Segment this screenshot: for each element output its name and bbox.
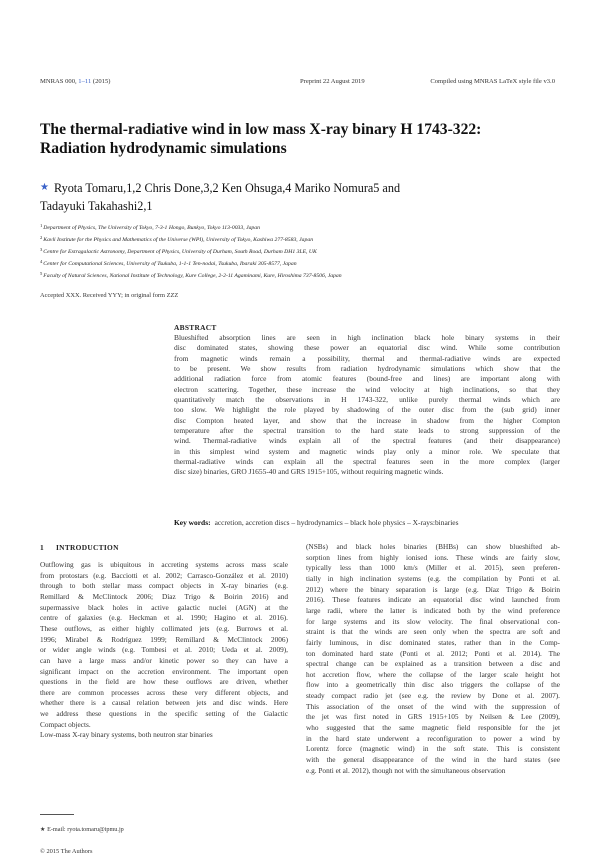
affiliations (40, 221, 560, 281)
text-line: Low-mass X-ray binary systems, both neutron star binaries (40, 730, 213, 740)
text-line: significant impact on the accretion environment. The important open (40, 666, 288, 676)
abstract-line: disc dominated states, showing these power an equatorial disc wind. While some contribution (174, 343, 560, 353)
abstract-line: additional radiation force from atomic features (bound-free and lines) are important along with (174, 374, 560, 384)
text-line: the jet was first noted in GRS 1915+105 by Neilsen & Lee (2009), (306, 712, 560, 722)
abstract-line: too slow. We highlight the role played by shadowing of the outer disc from the (sub grid) inner (174, 405, 560, 415)
text-line: from protostars (e.g. Bacciotti et al. 2002; Carrasco-González et al. 2010) (40, 570, 288, 580)
text-line: (NSBs) and black holes binaries (BHBs) can show blueshifted ab- (306, 542, 560, 551)
text-line: flow into a geometrically thin disc also triggers the collapse of the (306, 680, 560, 690)
affiliation-number: 3 (40, 247, 43, 252)
text-line: centre of galaxies (e.g. Heckman et al. 1990; Hagino et al. 2016). (40, 613, 288, 623)
affiliation-text: Kavli Institute for the Physics and Mathematics of the Universe (WPI), University of Tokyo, Kashiwa 277-8583, Japan (43, 237, 314, 243)
journal-year: (2015) (91, 78, 111, 85)
copyright: © 2015 The Authors (40, 848, 93, 855)
abstract-line: electron scattering. Together, these increase the wind velocity at high inclinations, so that they (174, 384, 560, 394)
keywords-text: accretion, accretion discs – hydrodynamics – black hole physics – X-rays:binaries (214, 518, 459, 527)
section-number: 1 (40, 543, 44, 552)
abstract-line: temperature after the spectral transition to the hard state leads to strong suppression of the (174, 426, 560, 436)
text-line: tially in high inclination systems (e.g. the compilation by Ponti et al. (306, 573, 560, 583)
text-line: typically less than 1000 km/s (Miller et al. 2015), seen preferen- (306, 563, 560, 573)
keywords-label: Key words: (174, 518, 211, 527)
keywords (174, 518, 560, 527)
abstract-body (174, 333, 560, 478)
title-line: Radiation hydrodynamic simulations (40, 140, 287, 157)
abstract-line: thermal-radiative winds can explain all the spectral features seen in the more complex (larger (174, 457, 560, 467)
paper-title (40, 120, 560, 158)
text-line: 1996; Mirabel & Rodríguez 1999; Remillard & McClintock 2006) (40, 634, 288, 644)
affiliation-text: Department of Physics, The University of Tokyo, 7-3-1 Hongo, Bunkyo, Tokyo 113-0033, Japan (43, 225, 260, 231)
text-line: fairly luminous, in disc dominated states, rather than in the Comp- (306, 637, 560, 647)
abstract-line: wind. Thermal-radiative winds explain all of the spectral features (and their disappearance) (174, 436, 560, 446)
author-line: Ryota Tomaru,1,2 Chris Done,3,2 Ken Ohsuga,4 Mariko Nomura5 and (53, 181, 401, 195)
preprint-date: Preprint 22 August 2019 (300, 78, 365, 85)
affiliation-text: Centre for Extragalactic Astronomy, Department of Physics, University of Durham, South Road, Durham DH1 3LE, UK (43, 249, 317, 255)
abstract-line: disc size) binaries, GRO J1655-40 and GRS 1915+105, without requiring magnetic winds. (174, 467, 444, 477)
text-line: straint is that the winds are seen only when the spectra are soft and (306, 627, 560, 637)
text-line: sorption lines from highly ionised ions. These winds are fairly slow, (306, 552, 560, 562)
affiliation-item (40, 221, 560, 233)
footnote-rule (40, 814, 74, 815)
text-line: in the hard state underwent a reconfiguration to power a wind by (306, 733, 560, 743)
affiliation-number: 5 (40, 271, 43, 276)
abstract-line: to be present. We show results from radiation hydrodynamic simulations which show that the (174, 364, 560, 374)
abstract-line: Blueshifted absorption lines are seen in high inclination black hole binary systems in their (174, 333, 560, 342)
text-line: This association of the onset of the wind with the suppression of (306, 701, 560, 711)
section-heading (40, 543, 119, 552)
affiliation-number: 2 (40, 235, 43, 240)
affiliation-text: Faculty of Natural Sciences, National Institute of Technology, Kure College, 2-2-11 Agaminami, Kure, Hiroshima 737-8506, Japan (43, 273, 342, 279)
affiliation-item (40, 269, 560, 281)
abstract-line: from magnetic winds remain a possibility, thermal and thermal-radiative winds are expected (174, 353, 560, 363)
abstract-line: disc Compton heated layer, and show that the increase in shadow from the higher Compton (174, 415, 560, 425)
text-line: e.g. Ponti et al. 2012), though not with the simultaneous observation (306, 765, 506, 775)
pages-link[interactable]: 1–11 (78, 78, 92, 85)
text-line: we address these questions in the specific setting of the Galactic (40, 709, 288, 719)
text-line: Lorentz force (magnetic wind) in the soft state. This is consistent (306, 744, 560, 754)
text-line: 2012) where the binary separation is large (e.g. Díaz Trigo & Boirin (306, 584, 560, 594)
title-line: The thermal-radiative wind in low mass X-ray binary H 1743-322: (40, 121, 482, 138)
text-line: These outflows, as either highly collimated jets (e.g. Burrows et al. (40, 623, 288, 633)
text-line: steady compact radio jet (see e.g. the review by Done et al. 2007). (306, 691, 560, 701)
text-line: spectral change can be explained as a transition between a disc and (306, 659, 560, 669)
text-line: whether there is a causal relation between jets and disc winds. Here (40, 698, 288, 708)
abstract-line: in this simplest wind system and magnetic winds play only a minor role. We speculate that (174, 446, 560, 456)
affiliation-number: 4 (40, 259, 43, 264)
abstract-line: quantitatively match the observations in H 1743-322, unlike purely thermal winds which are (174, 395, 560, 405)
text-line: Compact objects. (40, 719, 91, 729)
accepted-note: Accepted XXX. Received YYY; in original form ZZZ (40, 292, 179, 299)
text-line: who suggested that the same magnetic field responsible for the jet (306, 723, 560, 733)
journal-reference (40, 78, 110, 85)
text-line: Remillard & McClintock 2006; Díaz Trigo & Boirin 2016) and (40, 591, 288, 601)
text-line: can have a large mass and/or kinetic power so they can have a (40, 655, 288, 665)
corresponding-star-icon: ★ (40, 182, 49, 193)
text-line: hot accretion flow, where the collapse of the larger scale height hot (306, 669, 560, 679)
text-line: 2016). These features indicate an equatorial disc wind launched from (306, 595, 560, 605)
text-line: there are common processes across these very different objects, and (40, 687, 288, 697)
text-line: questions in the field are how these outflows are driven, whether (40, 677, 288, 687)
text-line: ton dominated hard state (Ponti et al. 2012; Ponti et al. 2014). The (306, 648, 560, 658)
author-line: Tadayuki Takahashi2,1 (40, 199, 153, 213)
text-line: large radii, where the latter is indicated both by the wind preference (306, 605, 560, 615)
affiliation-text: Center for Computational Sciences, University of Tsukuba, 1-1-1 Ten-nodai, Tsukuba, Ibaraki 305-8577, Japan (43, 261, 297, 267)
section-title: INTRODUCTION (56, 543, 119, 552)
text-line: through to both stellar mass compact objects in X-ray binaries (e.g. (40, 581, 288, 591)
compiled-note: Compiled using MNRAS LaTeX style file v3.0 (430, 78, 555, 85)
text-line: with the general disappearance of the wind in the hard states (see (306, 755, 560, 764)
affiliation-item (40, 233, 560, 245)
affiliation-item (40, 257, 560, 269)
text-line: supermassive black holes in active galactic nuclei (AGN) at the (40, 602, 288, 612)
text-line: for large systems and its slow velocity. The final observational con- (306, 616, 560, 626)
author-list (40, 179, 560, 215)
journal-name: MNRAS 000, (40, 78, 79, 85)
text-line: or wider angle winds (e.g. Tombesi et al. 2010; Ueda et al. 2009), (40, 645, 288, 655)
affiliation-number: 1 (40, 223, 43, 228)
abstract-heading: ABSTRACT (174, 323, 217, 332)
text-line: Outflowing gas is ubiquitous in accreting systems across mass scale (40, 560, 288, 569)
affiliation-item (40, 245, 560, 257)
footnote: ★ E-mail: ryota.tomaru@ipmu.jp (40, 826, 124, 833)
